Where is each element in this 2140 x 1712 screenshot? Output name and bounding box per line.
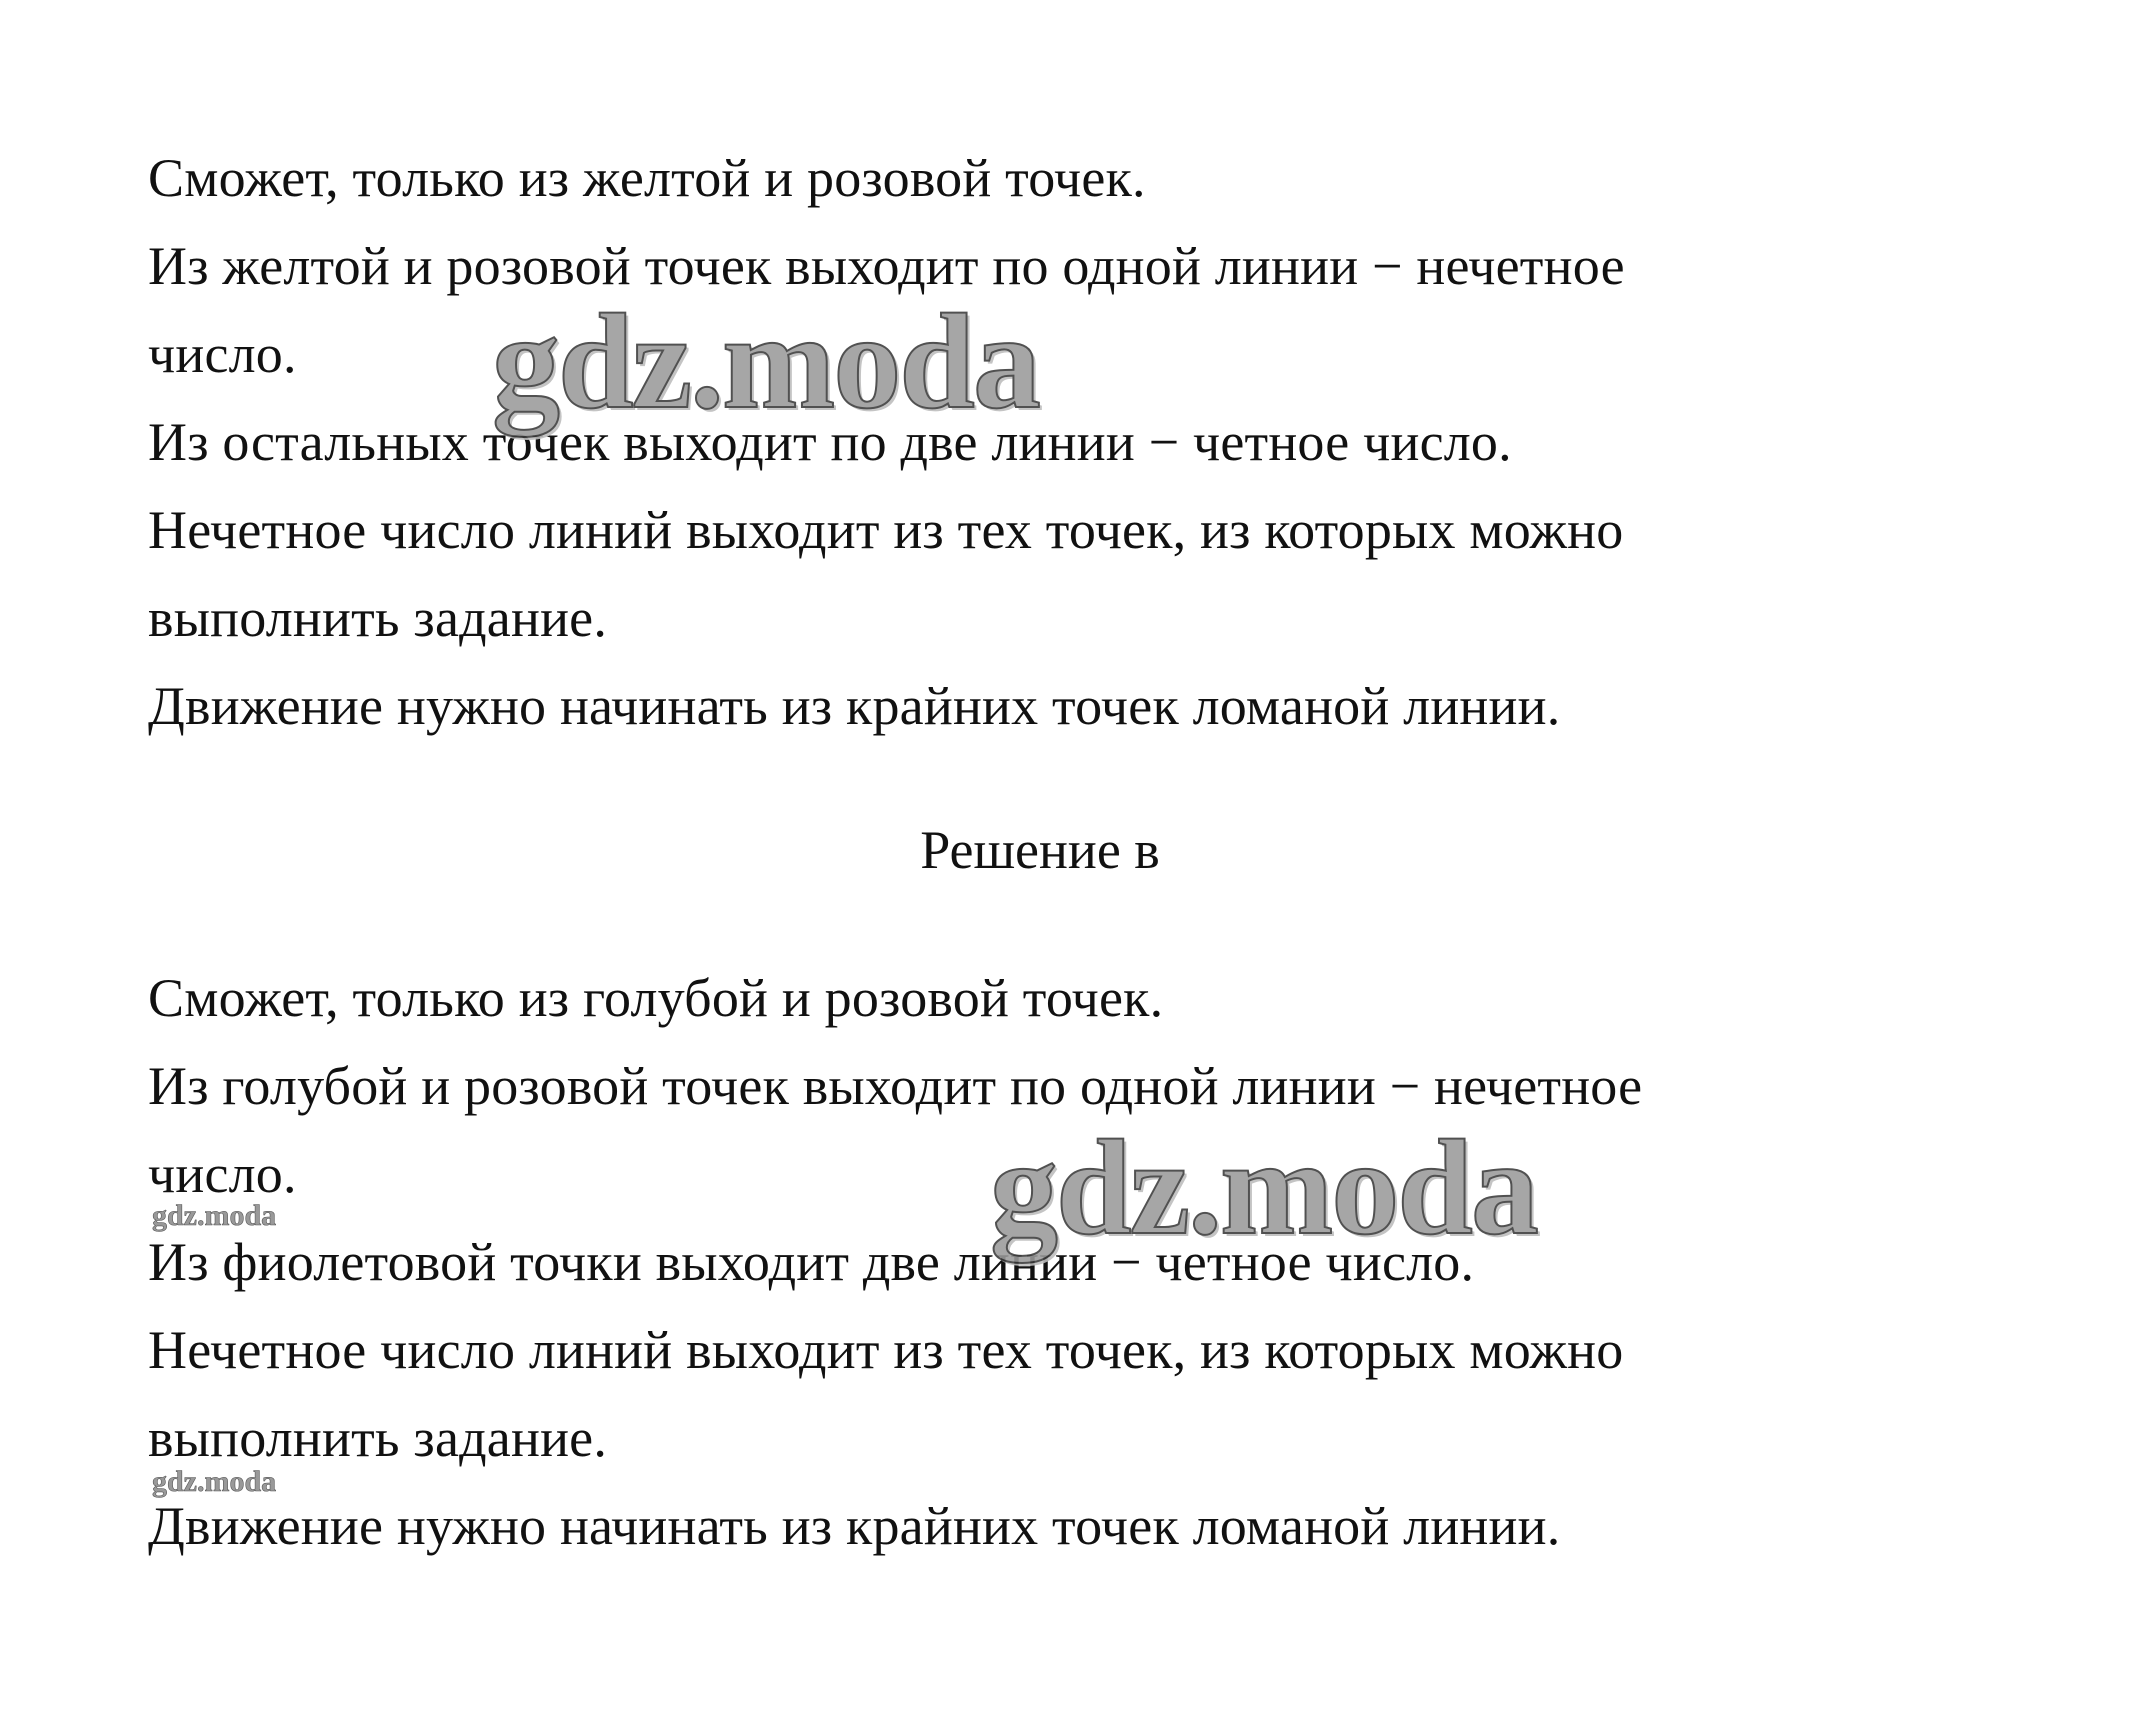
paragraph-line: число.: [148, 324, 297, 384]
paragraph-line: Движение нужно начинать из крайних точек ломаной линии.: [148, 1496, 1561, 1556]
paragraph-line: Движение нужно начинать из крайних точек ломаной линии.: [148, 676, 1561, 736]
paragraph-line: Из остальных точек выходит по две линии − четное число.: [148, 412, 1512, 472]
paragraph-line: Сможет, только из голубой и розовой точек.: [148, 968, 1164, 1028]
paragraph-line: Из желтой и розовой точек выходит по одной линии − нечетное: [148, 236, 1625, 296]
paragraph-line: Нечетное число линий выходит из тех точек, из которых можно: [148, 500, 1624, 560]
paragraph-line: Нечетное число линий выходит из тех точек, из которых можно: [148, 1320, 1624, 1380]
paragraph-line: число.: [148, 1144, 297, 1204]
paragraph-line: выполнить задание.: [148, 588, 608, 648]
watermark-logo: gdz.moda: [492, 287, 1039, 437]
paragraph-line: Из фиолетовой точки выходит две линии − четное число.: [148, 1232, 1475, 1292]
watermark-logo: gdz.moda: [990, 1113, 1537, 1263]
watermark-small: gdz.moda: [152, 1199, 277, 1232]
paragraph-line: Сможет, только из желтой и розовой точек.: [148, 148, 1146, 208]
section-heading: Решение в: [920, 820, 1160, 880]
paragraph-line: выполнить задание.: [148, 1408, 608, 1468]
paragraph-line: Из голубой и розовой точек выходит по одной линии − нечетное: [148, 1056, 1643, 1116]
watermark-small: gdz.moda: [152, 1465, 277, 1498]
